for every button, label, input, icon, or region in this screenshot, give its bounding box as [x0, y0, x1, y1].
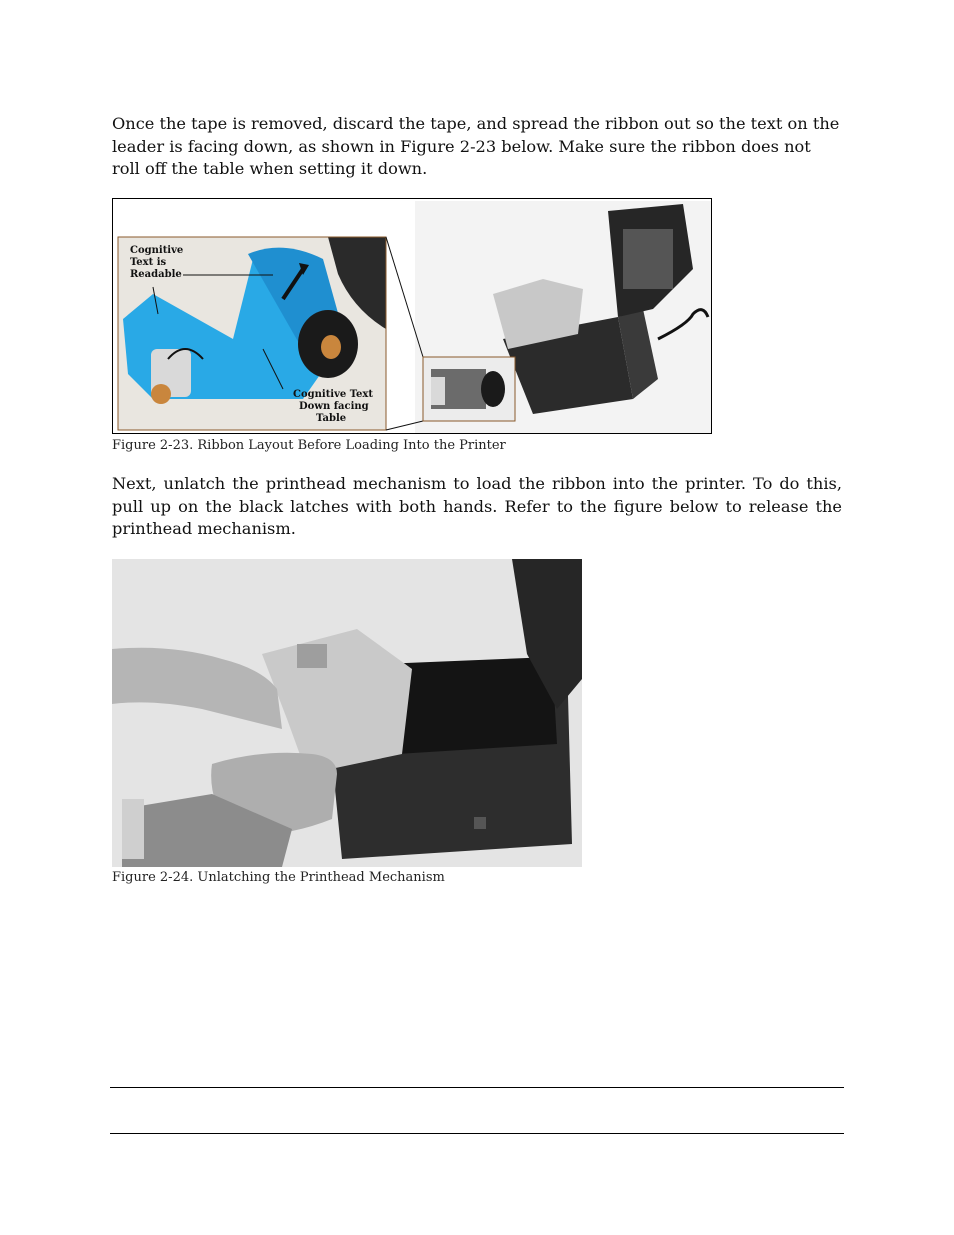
- power-switch: [474, 817, 486, 829]
- callout-readable-3: Readable: [130, 269, 182, 280]
- callout-readable-1: Cognitive: [130, 245, 184, 256]
- figure-ribbon-layout: [112, 198, 712, 434]
- ribbon-layout-illustration: [113, 199, 712, 434]
- intro-paragraph: Once the tape is removed, discard the tape, and spread the ribbon out so the text on the leader is facing down, as shown in Figure 2-23 below. Make sure the ribbon does not roll off the table when setting it down.: [112, 114, 840, 178]
- inset-ribbon-roll: [481, 371, 505, 407]
- figure-2-24-caption: Figure 2-24. Unlatching the Printhead Mechanism: [112, 870, 445, 885]
- callout-down-3: Table: [316, 413, 347, 424]
- footer-rule-bottom: [110, 1133, 844, 1134]
- lid-window: [623, 229, 673, 289]
- inset-small-roll: [431, 377, 445, 405]
- callout-down-2: Down facing: [299, 401, 369, 412]
- footer-rule-top: [110, 1087, 844, 1088]
- ribbon-roll-hole: [321, 335, 341, 359]
- callout-down-1: Cognitive Text: [293, 389, 373, 400]
- figure-unlatching-printhead: [112, 559, 582, 867]
- small-ribbon-roll: [122, 799, 144, 859]
- unlatch-paragraph: Next, unlatch the printhead mechanism to load the ribbon into the printer. To do this, pull up on the black latches with both hands. Refer to the figure below to release the printhead mechanism.: [112, 474, 842, 538]
- unlatching-illustration: [112, 559, 582, 867]
- printhead-display: [297, 644, 327, 668]
- figure-2-23-caption: Figure 2-23. Ribbon Layout Before Loading Into the Printer: [112, 438, 506, 453]
- small-roll-core: [151, 384, 171, 404]
- callout-readable-2: Text is: [130, 257, 167, 268]
